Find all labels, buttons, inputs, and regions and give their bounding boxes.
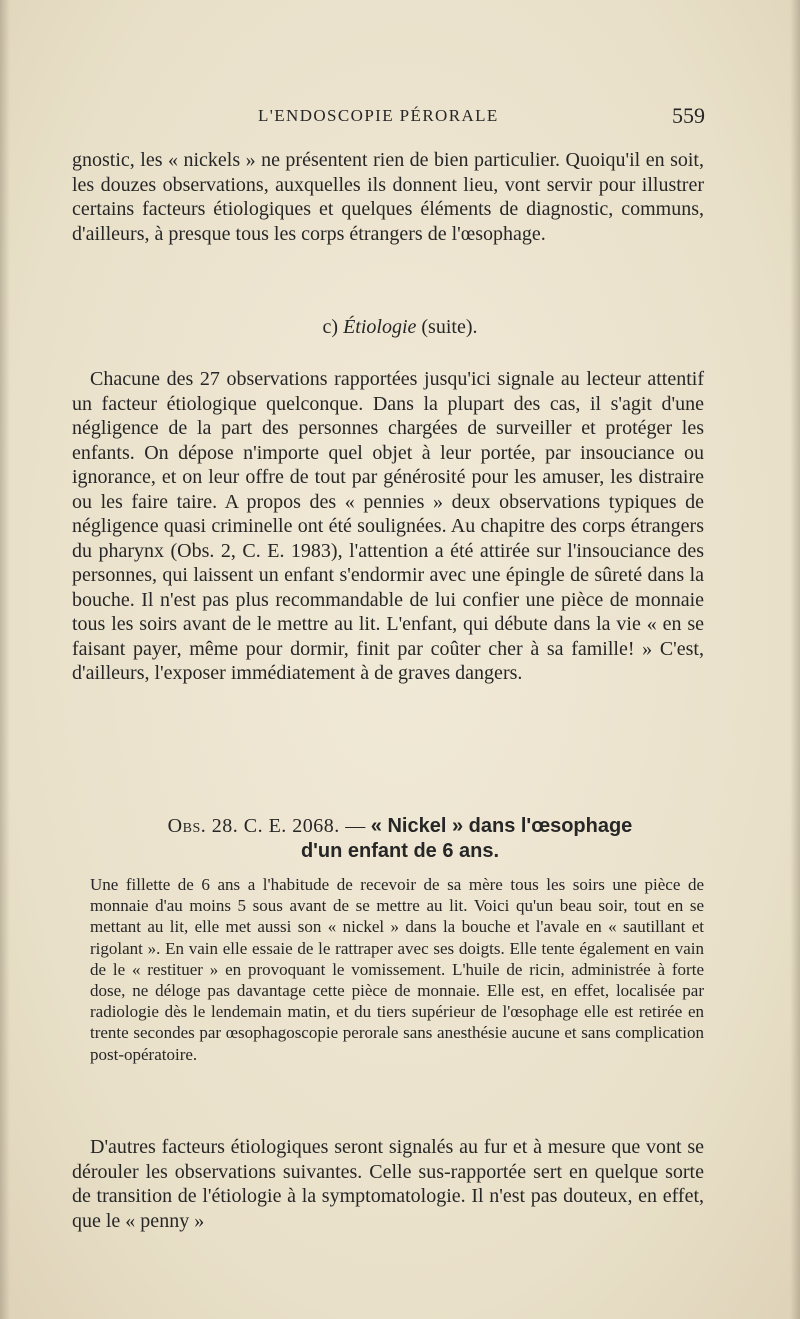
observation-title-line1: « Nickel » dans l'œsophage	[370, 815, 633, 837]
paragraph-transition-container	[72, 1135, 704, 1233]
paragraph-etiology: Chacune des 27 observations rapportées jusqu'ici signale au lecteur attentif un facteur étiologique quelconque. Dans la plupart des cas, il s'agit d'une négligence de la part des personnes chargées de surveiller et protéger les enfants. On dépose n'importe quel objet à leur portée, par insouciance ou ignorance, et on leur offre de tout par générosité pour les amuser, les distraire ou les faire taire. A propos des « pennies » deux observations typiques de négligence quasi criminelle ont été soulignées. Au chapitre des corps étrangers du pharynx (Obs. 2, C. E. 1983), l'attention a été attirée sur l'insouciance des personnes, qui laissent un enfant s'endormir avec une épingle de sûreté dans la bouche. Il n'est pas plus recommandable de lui confier une pièce de monnaie tous les soirs avant de le mettre au lit. L'enfant, qui débute dans la vie « en se faisant payer, même pour dormir, finit par coûter cher à sa famille! » C'est, d'ailleurs, l'exposer immédiatement à de graves dangers.	[72, 368, 704, 684]
observation-heading	[0, 814, 800, 864]
page-number: 559	[672, 103, 705, 128]
page-edge-right	[790, 0, 800, 1319]
observation-number: Obs. 28. C. E. 2068. —	[167, 815, 366, 837]
observation-text-container	[90, 874, 704, 1065]
observation-text: Une fillette de 6 ans a l'habitude de recevoir de sa mère tous les soirs une pièce de monnaie d'au moins 5 sous avant de se mettre au lit. Voici qu'un beau soir, tout en se mettant au lit, elle met aussi son « nickel » dans la bouche et l'avale en « sautillant et rigolant ». En vain elle essaie de le rattraper avec ses doigts. Elle tente également en vain de le « restituer » en provoquant le vomissement. L'huile de ricin, administrée à forte dose, ne déloge pas davantage cette pièce de monnaie. Elle est, en effet, localisée par radiologie dès le lendemain matin, et du tiers supérieur de l'œsophage elle est retirée en trente secondes par œsophagoscopie perorale sans anesthésie aucune et sans complication post-opératoire.	[90, 875, 704, 1064]
paragraph-transition: D'autres facteurs étiologiques seront signalés au fur et à mesure que vont se dérouler les observations suivantes. Celle sus-rapportée sert en quelque sorte de transition de l'étiologie à la symptomatologie. Il n'est pas douteux, en effet, que le « penny »	[72, 1136, 704, 1232]
paragraph-intro-container	[72, 148, 704, 246]
page-edge-left	[0, 0, 10, 1319]
paragraph-intro: gnostic, les « nickels » ne présentent rien de bien particulier. Quoiqu'il en soit, les douzes observations, auxquelles ils donnent lieu, vont servir pour illustrer certains facteurs étiologiques et quelques éléments de diagnostic, communs, d'ailleurs, à presque tous les corps étrangers de l'œsophage.	[72, 149, 704, 245]
section-label: c)	[322, 316, 339, 338]
observation-title-line2: d'un enfant de 6 ans.	[300, 840, 500, 862]
section-title: Étiologie	[343, 316, 417, 338]
section-heading	[0, 316, 800, 339]
running-head: L'ENDOSCOPIE PÉRORALE	[258, 106, 499, 125]
paragraph-etiology-container	[72, 367, 704, 686]
section-suffix: (suite).	[421, 316, 478, 338]
